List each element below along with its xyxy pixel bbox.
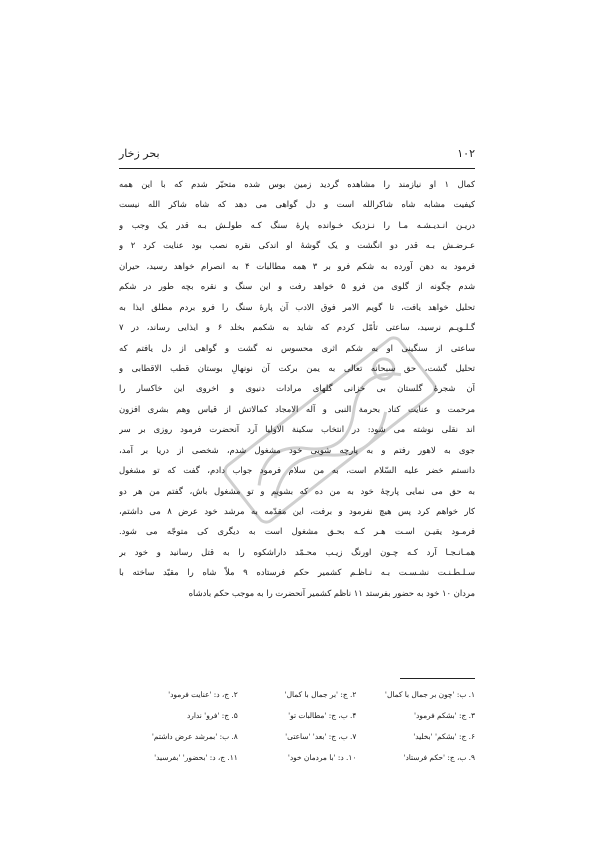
footnote: ۲. ج: 'بر جمال با کمال' xyxy=(284,690,357,699)
footnote-row xyxy=(119,684,475,705)
text-line: فرمـود یقیـن اسـت هـر کـه بحـق مشغول است به دیگری کی متوجّه می شود. xyxy=(119,526,475,537)
text-line: ساعتی از سنگینی او به شکم اثری محسوس نه گشت و گواهی از دل یافتم که xyxy=(119,342,475,353)
text-line: جوی به لاهور رفتم و به پارچه شویی خود مشغول شدم، شخصی از دریا بر آمد، xyxy=(119,444,475,455)
footnote: ۶. ج: 'بشکم' 'بخلید' xyxy=(413,732,475,741)
footnote-row xyxy=(119,747,475,768)
footnote: ۵. ج: 'فرو' ندارد xyxy=(186,711,238,720)
text-line: دریـن انـدیـشـه مـا را نـزدیک خـوانده پارهٔ سنگ کـه طولـش بـه قدر یک وجب و xyxy=(119,219,475,230)
text-line: مردان ۱۰ خود به حضور بفرستد ۱۱ ناظم کشمیر آنحضرت را به موجب حکم بادشاه xyxy=(188,587,475,598)
text-line: کمال ۱ او نیازمند را مشاهده گردید زمین بوس شده متحیّر شدم که با این همه xyxy=(119,179,475,189)
footnote: ۱. ب: 'چون بر جمال با کمال' xyxy=(384,690,475,699)
text-line: تحلیل گشت، حق سبحانه تعالی به یمن برکت آن نونهالِ بوستان قطب الاقطابی و xyxy=(119,362,475,373)
page-header xyxy=(119,147,475,165)
text-line: عـرضـش بـه قدر دو انگشت و یک گوشهٔ او اندکی نقره نصب بود عنایت کرد ۲ و xyxy=(119,240,475,251)
page-number: ۱۰۲ xyxy=(457,147,475,160)
footnote: ۱۱. ج، د: 'بحضور' 'بفرسید' xyxy=(154,753,238,762)
text-line: گـلـویـم نرسید، ساعتی تأمّل کردم که شاید به شکمم بخلد ۶ و ایذایی رساند، در ۷ xyxy=(119,322,475,333)
text-line: کار خواهم کرد پس هیچ نفرمود و برفت، این مقدّمه به مرشد خود عرض ۸ می داشتم، xyxy=(119,506,475,516)
footnote: ۱۰. د: 'با مردمان خود' xyxy=(287,753,357,762)
text-line: مرحمت و عنایت کناد بحرمة النبی و آله الامجاد کمالاتش از قیاس وهم بشری افزون xyxy=(119,403,475,414)
footnote-row xyxy=(119,726,475,747)
text-line: سـلـطـنـت نشـسـت بـه نـاظـم کشمیر حکم فرستاده ۹ ملاّ شاه را مقیّد ساخته با xyxy=(119,567,475,578)
running-title: بحر زخار xyxy=(119,147,160,160)
text-line: دانستم خضر علیه السّلام است، به من سلام فرمود جواب دادم، گفت که تو مشغول xyxy=(119,465,475,476)
text-line: آن شجرهٔ گلستان بی خزانی گلهای مرادات دنیوی و اخروی این خاکسار را xyxy=(119,383,475,394)
text-line: به حق می نمایی پارچهٔ خود به من ده که بشویم و تو مشغول باش، گفتم من هر دو xyxy=(119,485,475,496)
footnote-rule xyxy=(400,678,475,679)
footnote: ۴. ب، ج: 'مطالبات تو' xyxy=(288,711,357,720)
footnotes xyxy=(119,684,475,768)
text-line: شدم چگونه از گلوی من فرو ۵ خواهد رفت و این سنگ و نقره بچه طور در شکم xyxy=(119,281,475,292)
text-line: کیفیت مشابه شاه شاکرالله است و دل گواهی می دهد که شاه شاکر الله نیست xyxy=(119,199,475,210)
text-line: تحلیل خواهد یافت، تا گویم الامر فوق الادب آن پارهٔ سنگ را فرو بردم مطلق ایذا به xyxy=(119,301,475,312)
text-line: اند نقلی نوشته می شود: در انتخاب سکینة الاولیا آرد آنحضرت فرمود روزی بر سر xyxy=(119,424,475,435)
footnote: ۳. ج: 'بشکم فرمود' xyxy=(413,711,475,720)
text-line: فرمود به دهن آورده به شکم فرو بر ۳ همه مطالبات ۴ به انصرام خواهد رسید، حیران xyxy=(119,260,475,271)
text-line: همـانـجـا آرد کـه چـون اورنگ زیـب محـمّد داراشکوه را به قتل رسانید و خود بر xyxy=(119,546,475,557)
footnote: ۹. ب، ج: 'حکم فرستاد' xyxy=(403,753,475,762)
body-text xyxy=(119,174,475,603)
footnote-row xyxy=(119,705,475,726)
header-rule xyxy=(119,168,475,169)
footnote: ۸. ب: 'بمرشد عرض داشتم' xyxy=(151,732,238,741)
footnote: ۲. ج، د: 'عنایت فرمود' xyxy=(168,690,238,699)
footnote: ۷. ب، ج: 'بعد' 'ساعتی' xyxy=(285,732,357,741)
